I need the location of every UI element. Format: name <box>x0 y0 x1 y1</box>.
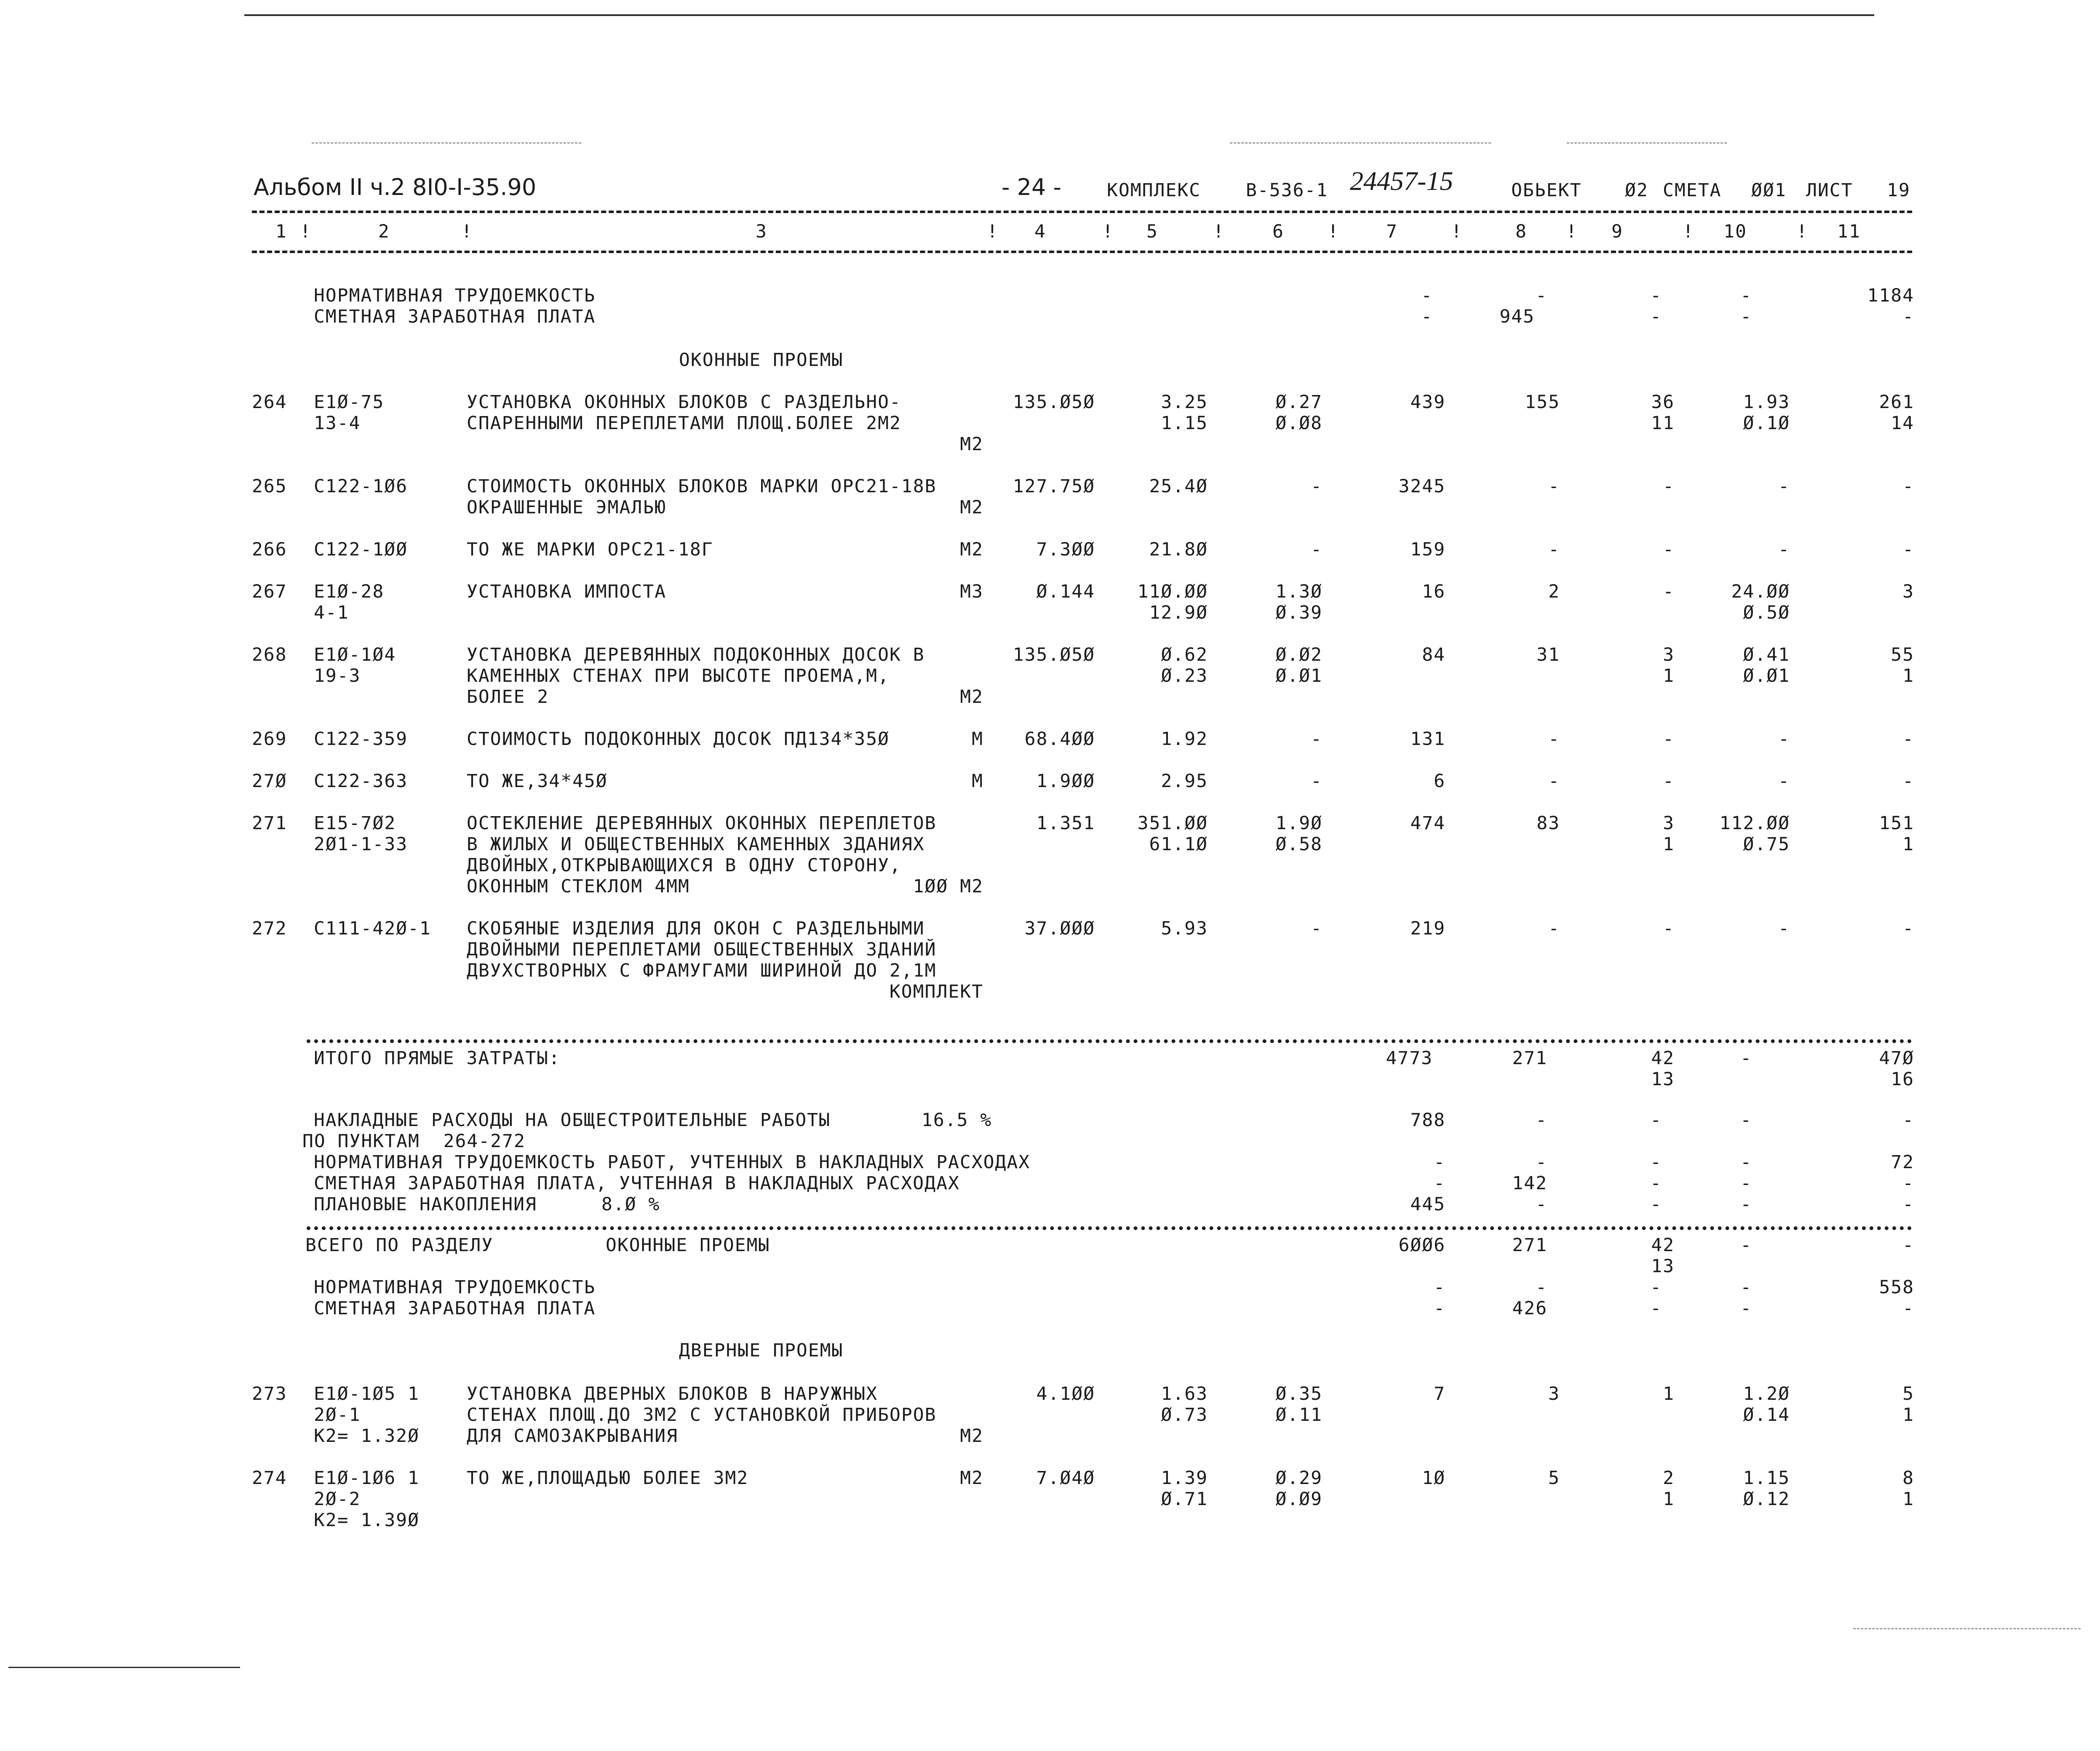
unit-labor: 1.3Ø <box>1275 581 1323 602</box>
section-total-label: ВСЕГО ПО РАЗДЕЛУ <box>305 1235 494 1256</box>
unit: М2 <box>960 539 983 560</box>
machine-cost: 3 <box>1663 644 1675 665</box>
work-code: Е15-7Ø2 <box>314 813 396 834</box>
labor-total: 1 <box>1902 834 1914 855</box>
unit: 1ØØ М2 <box>913 876 983 897</box>
unit-labor: - <box>1311 771 1323 792</box>
work-description: ТО ЖЕ,34*45Ø <box>467 771 608 792</box>
work-code: 2Ø-1 <box>314 1404 361 1425</box>
labor-total: 3 <box>1902 581 1914 602</box>
handwritten-number: 24457-15 <box>1350 166 1453 196</box>
labor-norm: 1.15 <box>1743 1468 1790 1489</box>
unit: М2 <box>960 1425 983 1447</box>
machine-cost: 42 <box>1651 1048 1675 1069</box>
work-code: Е1Ø-75 <box>314 392 385 413</box>
labor-value: - <box>1536 285 1547 306</box>
summary-value: - <box>1536 1194 1547 1215</box>
totals-rule <box>307 1039 1912 1043</box>
unit-labor: Ø.29 <box>1275 1468 1323 1489</box>
unit-labor: - <box>1311 476 1323 497</box>
direct-costs-label: ИТОГО ПРЯМЫЕ ЗАТРАТЫ: <box>314 1048 561 1069</box>
row-number: 266 <box>252 539 287 560</box>
column-number: 2 <box>378 221 390 242</box>
labor-total: 14 <box>1891 413 1914 434</box>
summary-value: - <box>1650 1152 1662 1173</box>
labor-total: 47Ø <box>1879 1048 1914 1069</box>
labor-total: - <box>1902 771 1914 792</box>
summary-value: 445 <box>1410 1194 1445 1215</box>
work-code: 19-3 <box>314 665 361 686</box>
work-description: ДВОЙНЫМИ ПЕРЕПЛЕТАМИ ОБЩЕСТВЕННЫХ ЗДАНИЙ <box>467 939 937 960</box>
labor-total: 1 <box>1902 665 1914 686</box>
summary-value: - <box>1902 1235 1914 1256</box>
labor-norm: Ø.75 <box>1743 834 1790 855</box>
wage-value: - <box>1740 306 1752 327</box>
row-number: 272 <box>252 918 287 939</box>
work-description: ОКРАШЕННЫЕ ЭМАЛЬЮ <box>467 497 667 518</box>
summary-value: - <box>1536 1277 1547 1298</box>
column-separator: ! <box>1102 221 1114 242</box>
unit-cost: 1.39 <box>1161 1468 1208 1489</box>
work-description: В ЖИЛЫХ И ОБЩЕСТВЕННЫХ КАМЕННЫХ ЗДАНИЯХ <box>467 834 925 855</box>
column-number: 7 <box>1386 221 1398 242</box>
quantity: 37.ØØØ <box>1024 918 1095 939</box>
scan-mark <box>1230 142 1491 144</box>
machine-cost: 11 <box>1651 413 1675 434</box>
work-code: 2Ø1-1-33 <box>314 834 408 855</box>
labor-total: - <box>1902 476 1914 497</box>
total-wage: 2 <box>1548 581 1560 602</box>
machine-cost: - <box>1663 476 1675 497</box>
unit-cost: Ø.73 <box>1161 1404 1208 1425</box>
top-border-line <box>244 14 1874 16</box>
overhead-items: ПО ПУНКТАМ 264-272 <box>302 1131 526 1152</box>
unit-cost: Ø.23 <box>1161 665 1208 686</box>
column-number: 10 <box>1723 221 1747 242</box>
summary-value: - <box>1434 1152 1445 1173</box>
summary-value: - <box>1650 1277 1662 1298</box>
unit-labor: - <box>1311 539 1323 560</box>
column-number: 11 <box>1837 221 1861 242</box>
work-code: Е1Ø-1Ø6 1 <box>314 1468 419 1489</box>
summary-value: 142 <box>1512 1173 1547 1194</box>
machine-cost: - <box>1663 918 1675 939</box>
column-number: 5 <box>1146 221 1158 242</box>
machine-cost: 36 <box>1651 392 1675 413</box>
machine-cost: - <box>1663 539 1675 560</box>
machine-cost: 13 <box>1651 1069 1675 1090</box>
machine-cost: 2 <box>1663 1468 1675 1489</box>
complex-code: В-536-1 <box>1246 180 1328 201</box>
unit-labor: Ø.27 <box>1275 392 1323 413</box>
unit-cost: 61.1Ø <box>1149 834 1208 855</box>
work-description: ДВОЙНЫХ,ОТКРЫВАЮЩИХСЯ В ОДНУ СТОРОНУ, <box>467 855 901 876</box>
list-value: 19 <box>1887 180 1910 201</box>
unit-cost: 1.15 <box>1161 413 1208 434</box>
summary-value: - <box>1434 1277 1445 1298</box>
summary-value: - <box>1740 1277 1752 1298</box>
unit: М2 <box>960 434 983 455</box>
unit-labor: 1.9Ø <box>1275 813 1323 834</box>
wage-label: СМЕТНАЯ ЗАРАБОТНАЯ ПЛАТА <box>314 1298 596 1319</box>
unit-labor: Ø.Ø9 <box>1275 1489 1323 1510</box>
work-code: Е1Ø-1Ø5 1 <box>314 1383 419 1404</box>
section-total-name: ОКОННЫЕ ПРОЕМЫ <box>606 1235 770 1256</box>
total-wage: - <box>1548 918 1560 939</box>
machine-cost: 1 <box>1663 665 1675 686</box>
work-code: С122-1ØØ <box>314 539 408 560</box>
total-cost: 84 <box>1422 644 1445 665</box>
labor-norm: Ø.1Ø <box>1743 413 1790 434</box>
unit-cost: 1.92 <box>1161 729 1208 750</box>
quantity: 127.75Ø <box>1013 476 1095 497</box>
work-description: УСТАНОВКА ИМПОСТА <box>467 581 667 602</box>
summary-value: - <box>1740 1152 1752 1173</box>
work-description: СТЕНАХ ПЛОЩ.ДО 3М2 С УСТАНОВКОЙ ПРИБОРОВ <box>467 1404 937 1425</box>
wage-value: 945 <box>1499 306 1535 327</box>
summary-value: - <box>1536 1152 1547 1173</box>
labor-norm: Ø.14 <box>1743 1404 1790 1425</box>
unit-labor: Ø.Ø1 <box>1275 665 1323 686</box>
summary-value: - <box>1650 1194 1662 1215</box>
work-description: БОЛЕЕ 2 <box>467 686 549 707</box>
summary-value: - <box>1740 1110 1752 1131</box>
total-wage: 155 <box>1525 392 1560 413</box>
summary-value: - <box>1740 1173 1752 1194</box>
work-code: С122-1Ø6 <box>314 476 408 497</box>
labor-norm: - <box>1778 539 1790 560</box>
labor-total: - <box>1902 918 1914 939</box>
machine-cost: 1 <box>1663 1489 1675 1510</box>
scan-mark <box>312 142 581 144</box>
summary-value: - <box>1650 1173 1662 1194</box>
total-cost: 1Ø <box>1422 1468 1445 1489</box>
total-wage: 31 <box>1536 644 1560 665</box>
column-separator: ! <box>1683 221 1694 242</box>
row-number: 273 <box>252 1383 287 1404</box>
bottom-left-line <box>8 1667 240 1668</box>
section-title: ОКОННЫЕ ПРОЕМЫ <box>679 350 844 371</box>
work-code: 13-4 <box>314 413 361 434</box>
column-separator: ! <box>1451 221 1463 242</box>
total-wage: 271 <box>1512 1048 1547 1069</box>
quantity: 7.Ø4Ø <box>1036 1468 1095 1489</box>
unit-cost: 5.93 <box>1161 918 1208 939</box>
wage-value: - <box>1902 306 1914 327</box>
unit: М <box>972 771 983 792</box>
column-number: 4 <box>1034 221 1046 242</box>
summary-value: - <box>1740 1298 1752 1319</box>
unit-cost: 11Ø.ØØ <box>1137 581 1208 602</box>
work-description: СПАРЕННЫМИ ПЕРЕПЛЕТАМИ ПЛОЩ.БОЛЕЕ 2М2 <box>467 413 901 434</box>
labor-total: 261 <box>1879 392 1914 413</box>
summary-value: - <box>1650 1298 1662 1319</box>
summary-value: - <box>1650 1110 1662 1131</box>
header-rule-bottom <box>252 251 1912 253</box>
wage-overhead-label: СМЕТНАЯ ЗАРАБОТНАЯ ПЛАТА, УЧТЕННАЯ В НАКЛАДНЫХ РАСХОДАХ <box>314 1173 960 1194</box>
summary-value: 271 <box>1512 1235 1547 1256</box>
list-label: ЛИСТ <box>1806 180 1853 201</box>
quantity: 1.9ØØ <box>1036 771 1095 792</box>
quantity: 4.1ØØ <box>1036 1383 1095 1404</box>
work-description: ТО ЖЕ,ПЛОЩАДЬЮ БОЛЕЕ 3М2 <box>467 1468 749 1489</box>
work-description: СТОИМОСТЬ ПОДОКОННЫХ ДОСОК ПД134*35Ø <box>467 729 890 750</box>
bottom-right-line <box>1853 1628 2081 1629</box>
labor-norm: - <box>1778 771 1790 792</box>
overhead-label: НАКЛАДНЫЕ РАСХОДЫ НА ОБЩЕСТРОИТЕЛЬНЫЕ РАБОТЫ <box>314 1110 831 1131</box>
summary-value: - <box>1902 1173 1914 1194</box>
labor-norm: Ø.5Ø <box>1743 602 1790 623</box>
machine-cost: - <box>1663 581 1675 602</box>
work-code: Е1Ø-1Ø4 <box>314 644 396 665</box>
machine-cost: - <box>1663 729 1675 750</box>
column-separator: ! <box>461 221 473 242</box>
labor-norm: Ø.Ø1 <box>1743 665 1790 686</box>
work-description: УСТАНОВКА ОКОННЫХ БЛОКОВ С РАЗДЕЛЬНО- <box>467 392 901 413</box>
scan-mark <box>1567 142 1727 144</box>
summary-value: - <box>1902 1298 1914 1319</box>
unit-labor: Ø.39 <box>1275 602 1323 623</box>
work-description: ДЛЯ САМОЗАКРЫВАНИЯ <box>467 1425 678 1447</box>
labor-norm: - <box>1778 918 1790 939</box>
labor-norm: - <box>1778 476 1790 497</box>
labor-label: НОРМАТИВНАЯ ТРУДОЕМКОСТЬ <box>314 1277 596 1298</box>
unit-cost: 2.95 <box>1161 771 1208 792</box>
total-cost: 3245 <box>1398 476 1445 497</box>
row-number: 267 <box>252 581 287 602</box>
unit-cost: 21.8Ø <box>1149 539 1208 560</box>
work-description: ОСТЕКЛЕНИЕ ДЕРЕВЯННЫХ ОКОННЫХ ПЕРЕПЛЕТОВ <box>467 813 937 834</box>
total-wage: - <box>1548 729 1560 750</box>
work-code: 4-1 <box>314 602 349 623</box>
quantity: 1.351 <box>1036 813 1095 834</box>
labor-norm: 24.ØØ <box>1731 581 1790 602</box>
summary-value: - <box>1536 1110 1547 1131</box>
column-separator: ! <box>1566 221 1578 242</box>
total-wage: 3 <box>1548 1383 1560 1404</box>
labor-label: НОРМАТИВНАЯ ТРУДОЕМКОСТЬ <box>314 285 596 306</box>
column-separator: ! <box>1213 221 1225 242</box>
labor-norm: - <box>1778 729 1790 750</box>
unit-cost: 12.9Ø <box>1149 602 1208 623</box>
total-cost: 474 <box>1410 813 1445 834</box>
total-wage: - <box>1548 771 1560 792</box>
quantity: 68.4ØØ <box>1024 729 1095 750</box>
wage-value: - <box>1421 306 1433 327</box>
work-code: С122-363 <box>314 771 408 792</box>
labor-total: 5 <box>1902 1383 1914 1404</box>
labor-value: 1184 <box>1867 285 1914 306</box>
labor-norm: Ø.12 <box>1743 1489 1790 1510</box>
unit-cost: 351.ØØ <box>1137 813 1208 834</box>
album-title: Альбом II ч.2 8I0-I-35.90 <box>254 174 537 200</box>
labor-total: 55 <box>1891 644 1914 665</box>
summary-value: - <box>1434 1298 1445 1319</box>
work-description: УСТАНОВКА ДВЕРНЫХ БЛОКОВ В НАРУЖНЫХ <box>467 1383 878 1404</box>
labor-total: 16 <box>1891 1069 1914 1090</box>
unit-cost: Ø.71 <box>1161 1489 1208 1510</box>
summary-value: - <box>1434 1173 1445 1194</box>
column-separator: ! <box>300 221 312 242</box>
total-wage: - <box>1548 539 1560 560</box>
complex-label: КОМПЛЕКС <box>1107 180 1201 201</box>
work-description: ТО ЖЕ МАРКИ ОРС21-18Г <box>467 539 713 560</box>
unit: М3 <box>960 581 983 602</box>
work-code: С111-42Ø-1 <box>314 918 431 939</box>
summary-value: 558 <box>1879 1277 1914 1298</box>
summary-value: 13 <box>1651 1256 1675 1277</box>
work-description: КАМЕННЫХ СТЕНАХ ПРИ ВЫСОТЕ ПРОЕМА,М, <box>467 665 890 686</box>
work-description: УСТАНОВКА ДЕРЕВЯННЫХ ПОДОКОННЫХ ДОСОК В <box>467 644 925 665</box>
row-number: 268 <box>252 644 287 665</box>
labor-total: 151 <box>1879 813 1914 834</box>
unit-cost: 25.4Ø <box>1149 476 1208 497</box>
labor-total: 8 <box>1902 1468 1914 1489</box>
wage-label: СМЕТНАЯ ЗАРАБОТНАЯ ПЛАТА <box>314 306 596 327</box>
summary-value: 6ØØ6 <box>1398 1235 1445 1256</box>
labor-norm: Ø.41 <box>1743 644 1790 665</box>
summary-value: - <box>1740 1235 1752 1256</box>
overhead-percent: 16.5 % <box>922 1110 992 1131</box>
total-cost: 439 <box>1410 392 1445 413</box>
summary-value: - <box>1902 1194 1914 1215</box>
unit: КОМПЛЕКТ <box>889 981 983 1002</box>
summary-value: - <box>1902 1110 1914 1131</box>
unit-cost: Ø.62 <box>1161 644 1208 665</box>
unit-labor: Ø.Ø2 <box>1275 644 1323 665</box>
total-wage: 83 <box>1536 813 1560 834</box>
labor-total: 1 <box>1902 1404 1914 1425</box>
total-cost: 6 <box>1434 771 1445 792</box>
total-cost: 131 <box>1410 729 1445 750</box>
work-code: Е1Ø-28 <box>314 581 385 602</box>
object-value: Ø2 <box>1625 180 1648 201</box>
unit-labor: - <box>1311 918 1323 939</box>
summary-value: 42 <box>1651 1235 1675 1256</box>
page-number: - 24 - <box>1002 174 1062 200</box>
work-code: 2Ø-2 <box>314 1489 361 1510</box>
labor-norm: 1.2Ø <box>1743 1383 1790 1404</box>
work-description: ДВУХСТВОРНЫХ С ФРАМУГАМИ ШИРИНОЙ ДО 2,1М <box>467 960 937 981</box>
object-label: ОБЬЕКТ <box>1511 180 1582 201</box>
column-separator: ! <box>987 221 999 242</box>
wage-value: - <box>1650 306 1662 327</box>
row-number: 269 <box>252 729 287 750</box>
planned-savings-label: ПЛАНОВЫЕ НАКОПЛЕНИЯ <box>314 1194 537 1215</box>
total-cost: 159 <box>1410 539 1445 560</box>
machine-cost: 1 <box>1663 1383 1675 1404</box>
row-number: 271 <box>252 813 287 834</box>
labor-value: - <box>1421 285 1433 306</box>
smeta-value: ØØ1 <box>1751 180 1787 201</box>
column-number: 3 <box>756 221 767 242</box>
unit-cost: 3.25 <box>1161 392 1208 413</box>
column-separator: ! <box>1796 221 1808 242</box>
unit-cost: 1.63 <box>1161 1383 1208 1404</box>
planned-percent: 8.Ø % <box>601 1194 660 1215</box>
machine-cost: 3 <box>1663 813 1675 834</box>
row-number: 264 <box>252 392 287 413</box>
summary-value: 788 <box>1410 1110 1445 1131</box>
total-wage: 5 <box>1548 1468 1560 1489</box>
work-code: К2= 1.39Ø <box>314 1510 419 1531</box>
labor-norm: 1.93 <box>1743 392 1790 413</box>
quantity: 7.3ØØ <box>1036 539 1095 560</box>
labor-total: - <box>1902 539 1914 560</box>
unit-labor: - <box>1311 729 1323 750</box>
row-number: 27Ø <box>252 771 287 792</box>
section-title: ДВЕРНЫЕ ПРОЕМЫ <box>679 1340 844 1361</box>
summary-value: 72 <box>1891 1152 1914 1173</box>
unit-labor: Ø.Ø8 <box>1275 413 1323 434</box>
column-number: 1 <box>275 221 287 242</box>
unit: М2 <box>960 686 983 707</box>
unit: М2 <box>960 497 983 518</box>
summary-value: 426 <box>1512 1298 1547 1319</box>
quantity: Ø.144 <box>1036 581 1095 602</box>
quantity: 135.Ø5Ø <box>1013 644 1095 665</box>
unit-labor: Ø.35 <box>1275 1383 1323 1404</box>
total-cost: 7 <box>1434 1383 1445 1404</box>
labor-overhead-label: НОРМАТИВНАЯ ТРУДОЕМКОСТЬ РАБОТ, УЧТЕННЫХ В НАКЛАДНЫХ РАСХОДАХ <box>314 1152 1031 1173</box>
column-number: 8 <box>1515 221 1527 242</box>
unit: М2 <box>960 1468 983 1489</box>
work-description: ОКОННЫМ СТЕКЛОМ 4ММ <box>467 876 690 897</box>
machine-cost: 1 <box>1663 834 1675 855</box>
column-number: 9 <box>1611 221 1623 242</box>
labor-total: 1 <box>1902 1489 1914 1510</box>
machine-cost: - <box>1663 771 1675 792</box>
column-separator: ! <box>1328 221 1339 242</box>
labor-norm: 112.ØØ <box>1719 813 1790 834</box>
section-total-rule <box>307 1226 1912 1230</box>
unit: М <box>972 729 983 750</box>
column-number: 6 <box>1272 221 1284 242</box>
total-wage: - <box>1548 476 1560 497</box>
row-number: 265 <box>252 476 287 497</box>
total-cost: 4773 <box>1386 1048 1433 1069</box>
unit-labor: Ø.11 <box>1275 1404 1323 1425</box>
unit-labor: Ø.58 <box>1275 834 1323 855</box>
work-description: СТОИМОСТЬ ОКОННЫХ БЛОКОВ МАРКИ ОРС21-18В <box>467 476 937 497</box>
labor-norm: - <box>1740 1048 1752 1069</box>
labor-value: - <box>1740 285 1752 306</box>
quantity: 135.Ø5Ø <box>1013 392 1095 413</box>
smeta-label: СМЕТА <box>1663 180 1722 201</box>
work-code: С122-359 <box>314 729 408 750</box>
row-number: 274 <box>252 1468 287 1489</box>
labor-value: - <box>1650 285 1662 306</box>
work-code: К2= 1.32Ø <box>314 1425 419 1447</box>
total-cost: 16 <box>1422 581 1445 602</box>
labor-total: - <box>1902 729 1914 750</box>
summary-value: - <box>1740 1194 1752 1215</box>
work-description: СКОБЯНЫЕ ИЗДЕЛИЯ ДЛЯ ОКОН С РАЗДЕЛЬНЫМИ <box>467 918 925 939</box>
header-rule-top <box>252 211 1912 213</box>
total-cost: 219 <box>1410 918 1445 939</box>
